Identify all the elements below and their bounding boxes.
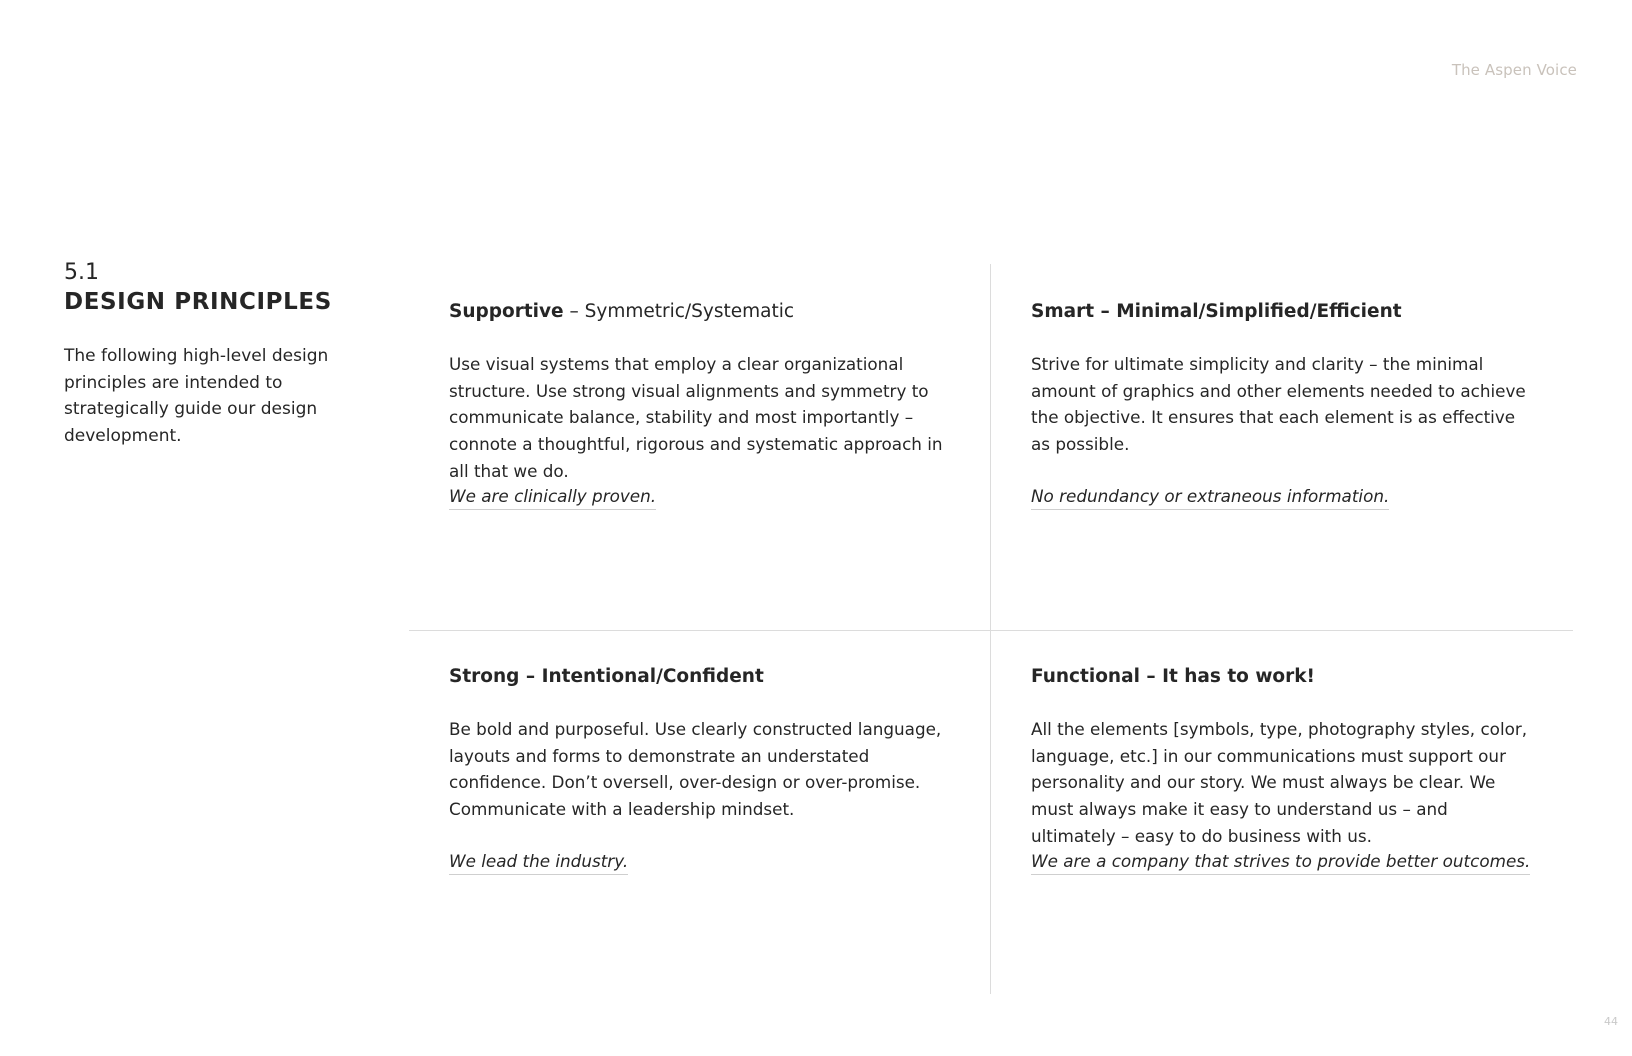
page-number: 44 <box>1604 1015 1618 1028</box>
principle-body: Strive for ultimate simplicity and clarity – the minimal amount of graphics and other elements needed to achieve the objective. It ensures that each element is as effective as possible. <box>1031 354 1526 455</box>
principle-card-smart <box>1031 299 1531 510</box>
page-title: DESIGN PRINCIPLES <box>64 289 332 315</box>
principle-heading <box>1031 299 1531 325</box>
principle-separator: – <box>563 301 585 322</box>
principle-subtitle: Symmetric/Systematic <box>584 301 795 322</box>
principle-body: Use visual systems that employ a clear organizational structure. Use strong visual alignments and symmetry to communicate balance, stability and most importantly – connote a thoughtful, rigorous and systematic approach in all that we do. <box>449 354 943 481</box>
vertical-divider <box>990 264 991 994</box>
principle-separator: – <box>519 666 542 687</box>
horizontal-divider <box>409 630 1573 631</box>
section-number: 5.1 <box>64 260 99 285</box>
principle-tagline: No redundancy or extraneous information. <box>1031 485 1389 510</box>
principle-body: All the elements [symbols, type, photography styles, color, language, etc.] in our communications must support our personality and our story. We must always be clear. We must always make it easy to understand us – and ultimately – easy to do business with us. <box>1031 719 1528 846</box>
principle-tagline: We are clinically proven. <box>449 485 656 510</box>
principle-heading <box>449 664 949 690</box>
principle-heading <box>1031 664 1531 690</box>
header-brand: The Aspen Voice <box>1451 61 1577 79</box>
principle-body: Be bold and purposeful. Use clearly constructed language, layouts and forms to demonstrate an understated confidence. Don’t oversell, over-design or over-promise. Communicate with a leadership mindset. <box>449 719 942 820</box>
principle-card-strong <box>449 664 949 875</box>
principle-separator: – <box>1094 301 1117 322</box>
principle-separator: – <box>1139 666 1163 687</box>
section-intro: The following high-level design principles are intended to strategically guide our design development. <box>64 346 329 446</box>
principle-card-functional <box>1031 664 1531 875</box>
principle-name: Supportive <box>449 301 564 322</box>
principle-name: Smart <box>1031 301 1095 322</box>
principle-name: Strong <box>449 666 520 687</box>
principle-card-supportive <box>449 299 949 510</box>
principle-subtitle: It has to work! <box>1162 666 1315 687</box>
principle-name: Functional <box>1031 666 1140 687</box>
principle-tagline: We lead the industry. <box>449 850 628 875</box>
principle-tagline: We are a company that strives to provide better outcomes. <box>1031 850 1530 875</box>
principle-subtitle: Minimal/Simplified/Efficient <box>1116 301 1402 322</box>
principle-subtitle: Intentional/Confident <box>541 666 764 687</box>
principle-heading <box>449 299 949 325</box>
